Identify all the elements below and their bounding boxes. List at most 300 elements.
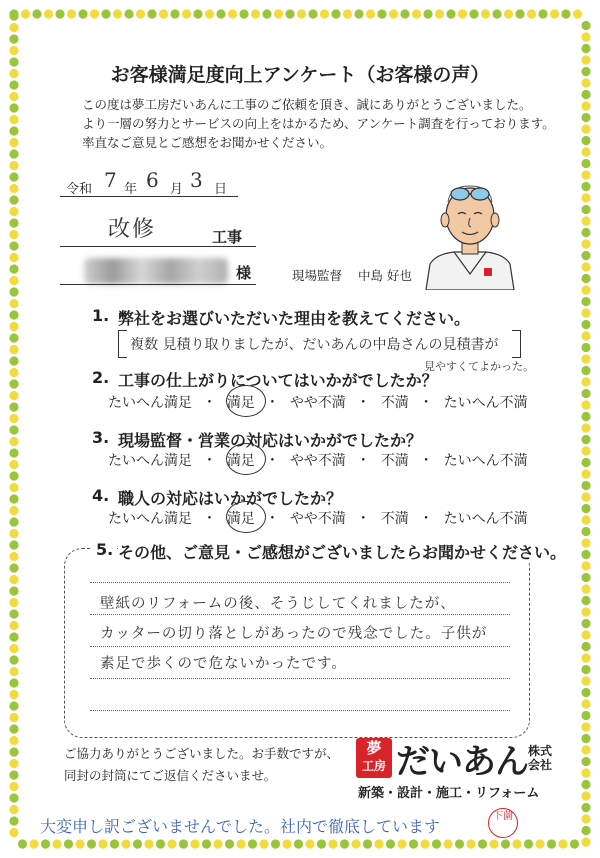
border-dot [9,598,18,607]
border-dot [9,632,18,641]
border-dot [320,9,329,18]
company-logo-type: 株式会社 [528,744,553,772]
border-dot [9,414,18,423]
border-dot [305,839,314,848]
border-dot [297,9,306,18]
date-year: 7 [104,168,117,192]
supervisor-portrait [420,172,520,290]
border-dot [581,573,590,582]
border-dot [581,596,590,605]
date-day-unit: 日 [214,182,228,197]
border-dot [9,540,18,549]
border-dot [213,839,222,848]
border-dot [159,9,168,18]
border-dot [182,9,191,18]
border-dot [374,839,383,848]
border-dot [9,402,18,411]
border-dot [581,228,590,237]
border-dot [9,483,18,492]
q1-bracket-left [118,330,127,358]
border-dot [581,366,590,375]
customer-honorific: 様 [236,264,252,282]
border-dot [515,9,524,18]
border-dot [581,619,590,628]
border-dot [581,400,590,409]
work-type-underline [60,246,256,247]
border-dot [423,9,432,18]
border-dot [581,757,590,766]
border-dot [581,297,590,306]
border-dot [9,149,18,158]
q4-selection-circle [226,501,266,533]
border-dot [581,561,590,570]
customer-name-redacted [84,258,228,284]
date-underline [60,196,238,197]
border-dot [9,11,18,20]
border-dot [9,161,18,170]
border-dot [443,839,452,848]
border-dot [9,621,18,630]
border-dot [9,276,18,285]
border-dot [9,747,18,756]
border-dot [9,322,18,331]
q5-ruled-line [90,678,510,679]
border-dot [581,711,590,720]
border-dot [504,9,513,18]
border-dot [21,9,30,18]
border-dot [581,780,590,789]
border-dot [9,207,18,216]
border-dot [581,515,590,524]
border-dot [478,839,487,848]
border-dot [9,138,18,147]
border-dot [581,665,590,674]
border-dot [9,241,18,250]
border-dot [581,389,590,398]
border-dot [458,9,467,18]
border-dot [9,379,18,388]
q1-answer-line-2: 見やすくてよかった。 [424,360,534,373]
border-dot [110,839,119,848]
border-dot [9,184,18,193]
q2-options [108,392,528,412]
border-dot [581,446,590,455]
border-dot [41,839,50,848]
border-dot [9,805,18,814]
company-logo-mark-top: 夢 [366,739,382,757]
q5-text: その他、ご意見・ご感想がございましたらお聞かせください。 [118,540,570,563]
border-dot [271,839,280,848]
border-dot [90,9,99,18]
border-dot [581,205,590,214]
border-dot [581,423,590,432]
border-dot [121,839,130,848]
border-dot [581,239,590,248]
border-dot [87,839,96,848]
border-dot [202,839,211,848]
border-dot [144,839,153,848]
border-dot [581,676,590,685]
border-dot [581,699,590,708]
border-dot [581,642,590,651]
border-dot [9,655,18,664]
border-dot [9,552,18,561]
border-dot [9,724,18,733]
border-dot [9,816,18,825]
border-dot [205,9,214,18]
border-dot [331,9,340,18]
border-dot [581,170,590,179]
border-dot [581,734,590,743]
supervisor-name: 中島 好也 [358,268,412,283]
border-dot [9,264,18,273]
border-dot [581,354,590,363]
border-dot [9,333,18,342]
border-dot [340,839,349,848]
border-dot [538,9,547,18]
date-era: 令和 [66,182,93,197]
border-dot [489,839,498,848]
company-logo-mark [356,738,392,778]
border-dot [147,9,156,18]
border-dot [573,9,582,18]
border-dot [156,839,165,848]
intro-line-2: より一層の努力とサービスの向上をはかるため、アンケート調査を行っております。 [82,116,555,131]
border-dot [9,218,18,227]
border-dot [446,9,455,18]
border-dot [512,839,521,848]
q4-option-somewhat-dissatisfied: やや不満 [289,511,346,527]
q2-number: 2. [92,368,110,387]
border-dot [581,159,590,168]
border-dot [274,9,283,18]
border-dot [9,345,18,354]
border-dot [9,782,18,791]
border-dot [228,9,237,18]
border-dot [561,9,570,18]
border-dot [581,251,590,260]
border-dot [581,182,590,191]
border-dot [492,9,501,18]
border-dot [308,9,317,18]
border-dot [581,262,590,271]
border-dot [67,9,76,18]
q4-option-separator: ・ [265,511,280,527]
border-dot [366,9,375,18]
border-dot [581,837,590,846]
intro-line-1: この度は夢工房だいあんに工事のご依頼を頂き、誠にありがとうございました。 [82,97,532,112]
border-dot [190,839,199,848]
q4-option-separator: ・ [419,511,434,527]
border-dot [581,274,590,283]
border-dot [581,538,590,547]
date-day: 3 [190,168,203,192]
q2-option-separator: ・ [356,395,371,411]
border-dot [581,113,590,122]
border-dot [9,437,18,446]
border-dot [9,46,18,55]
border-dot [248,839,257,848]
q3-option-separator: ・ [419,453,434,469]
q1-number: 1. [92,306,110,325]
q3-option-separator: ・ [265,453,280,469]
border-dot [113,9,122,18]
border-dot [397,839,406,848]
border-dot [581,435,590,444]
q3-option-dissatisfied: 不満 [380,453,409,469]
border-dot [9,494,18,503]
border-dot [317,839,326,848]
border-dot [581,826,590,835]
q3-option-separator: ・ [202,453,217,469]
border-dot [9,690,18,699]
border-dot [581,285,590,294]
border-dot [581,320,590,329]
q3-option-satisfied: 満足 [226,453,255,469]
border-dot [581,584,590,593]
supervisor-label: 現場監督 [292,268,343,283]
border-dot [581,607,590,616]
border-dot [581,814,590,823]
border-dot [124,9,133,18]
border-dot [64,839,73,848]
border-dot [55,9,64,18]
border-dot [9,517,18,526]
date-month: 6 [146,168,159,192]
q2-option-dissatisfied: 不満 [380,395,409,411]
border-dot [9,828,18,837]
border-dot [9,23,18,32]
border-dot [581,331,590,340]
border-dot [377,9,386,18]
border-dot [412,9,421,18]
border-dot [9,460,18,469]
q4-number: 4. [92,486,110,505]
border-dot [9,253,18,262]
border-dot [455,839,464,848]
border-dot [294,839,303,848]
border-dot [9,34,18,43]
border-dot [581,469,590,478]
work-type-value: 改修 [108,217,157,242]
border-dot [9,667,18,676]
border-dot [9,586,18,595]
border-dot [527,9,536,18]
border-dot [9,770,18,779]
border-dot [32,9,41,18]
border-dot [351,839,360,848]
company-tagline: 新築・設計・施工・リフォーム [358,786,540,801]
page-title: お客様満足度向上アンケート（お客様の声） [110,64,490,86]
border-dot [9,391,18,400]
q2-selection-circle [226,385,266,417]
border-dot [354,9,363,18]
border-dot [343,9,352,18]
border-dot [9,126,18,135]
border-dot [581,504,590,513]
border-dot [581,136,590,145]
staff-seal-stamp [488,808,518,838]
border-dot [98,839,107,848]
q3-selection-circle [226,443,266,475]
border-dot [29,839,38,848]
border-dot [581,803,590,812]
border-dot [170,9,179,18]
border-dot [570,839,579,848]
border-dot [581,44,590,53]
border-dot [179,839,188,848]
border-dot [75,839,84,848]
border-dot [9,299,18,308]
border-dot [9,575,18,584]
q1-answer-line-1: 複数 見積り取りましたが、だいあんの中島さんの見積書が [130,337,499,353]
border-dot [363,839,372,848]
border-dot [581,124,590,133]
border-dot [9,759,18,768]
border-dot [78,9,87,18]
border-dot [9,448,18,457]
border-dot [558,839,567,848]
border-dot [259,839,268,848]
border-dot [9,425,18,434]
border-dot [581,688,590,697]
q4-options [108,508,528,528]
q2-option-separator: ・ [202,395,217,411]
q4-option-dissatisfied: 不満 [380,511,409,527]
q4-option-very-satisfied: たいへん満足 [108,511,192,527]
border-dot [581,492,590,501]
border-dot [251,9,260,18]
q3-options [108,450,528,470]
intro-line-3: 率直なご意見とご感想をお聞かせください。 [82,135,333,150]
border-dot [547,839,556,848]
staff-seal-text: 下薗 [493,811,513,822]
q3-option-somewhat-dissatisfied: やや不満 [289,453,346,469]
customer-underline [60,284,256,285]
border-dot [581,32,590,41]
border-dot [216,9,225,18]
q3-option-separator: ・ [356,453,371,469]
border-dot [282,839,291,848]
border-dot [136,9,145,18]
q5-ruled-line [90,582,510,583]
border-dot [328,839,337,848]
footer-thanks-line-1: ご協力ありがとうございました。お手数ですが、 [64,746,340,761]
q4-option-separator: ・ [202,511,217,527]
date-month-unit: 月 [170,182,184,197]
border-dot [9,609,18,618]
border-dot [550,9,559,18]
company-logo-mark-bottom: 工房 [361,759,386,773]
border-dot [581,412,590,421]
border-dot [9,230,18,239]
q3-number: 3. [92,428,110,447]
border-dot [9,310,18,319]
border-dot [432,839,441,848]
border-dot [9,103,18,112]
border-dot [9,92,18,101]
work-type-suffix: 工事 [212,228,243,246]
border-dot [581,481,590,490]
border-dot [581,630,590,639]
q2-option-very-satisfied: たいへん満足 [108,395,192,411]
q4-option-separator: ・ [356,511,371,527]
border-dot [9,678,18,687]
border-dot [9,563,18,572]
border-dot [435,9,444,18]
q3-text: 現場監督・営業の対応はいかがでしたか？ [118,431,423,450]
q5-ruled-line [90,614,510,615]
q2-option-satisfied: 満足 [226,395,255,411]
date-year-unit: 年 [124,182,138,197]
border-dot [581,768,590,777]
border-dot [9,471,18,480]
border-dot [581,21,590,30]
border-dot [409,839,418,848]
border-dot [386,839,395,848]
q5-answer-line-3: 素足で歩くので危ないかったです。 [100,656,347,672]
border-dot [193,9,202,18]
footer-thanks-line-2: 同封の封筒にてご返信くださいませ。 [64,768,277,783]
border-dot [581,458,590,467]
q3-option-very-dissatisfied: たいへん不満 [443,453,528,469]
q5-ruled-line [90,710,510,711]
border-dot [9,115,18,124]
border-dot [581,147,590,156]
border-dot [167,839,176,848]
q2-option-separator: ・ [419,395,434,411]
border-dot [581,791,590,800]
border-dot [9,736,18,745]
q5-answer-line-2: カッターの切り落としがあったので残念でした。子供が [100,626,488,642]
border-dot [581,527,590,536]
q5-ruled-line [90,646,510,647]
border-dot [9,701,18,710]
border-dot [581,722,590,731]
q1-text: 弊社をお選びいただいた理由を教えてください。 [118,309,471,328]
border-dot [18,839,27,848]
border-dot [9,356,18,365]
q4-option-very-dissatisfied: たいへん不満 [443,511,528,527]
q5-number: 5. [92,540,117,559]
border-dot [581,90,590,99]
border-dot [101,9,110,18]
q1-bracket-right [512,330,521,358]
border-dot [469,9,478,18]
border-dot [501,839,510,848]
q3-option-very-satisfied: たいへん満足 [108,453,192,469]
q2-option-separator: ・ [265,395,280,411]
border-dot [9,644,18,653]
border-dot [581,550,590,559]
border-dot [389,9,398,18]
border-dot [285,9,294,18]
border-dot [535,839,544,848]
border-dot [400,9,409,18]
border-dot [581,343,590,352]
border-dot [9,368,18,377]
border-dot [581,308,590,317]
border-dot [133,839,142,848]
q2-option-very-dissatisfied: たいへん不満 [443,395,528,411]
border-dot [44,9,53,18]
border-dot [9,172,18,181]
border-dot [581,377,590,386]
border-dot [581,193,590,202]
q2-text: 工事の仕上がりについてはいかがでしたか？ [118,371,438,390]
border-dot [420,839,429,848]
border-dot [225,839,234,848]
